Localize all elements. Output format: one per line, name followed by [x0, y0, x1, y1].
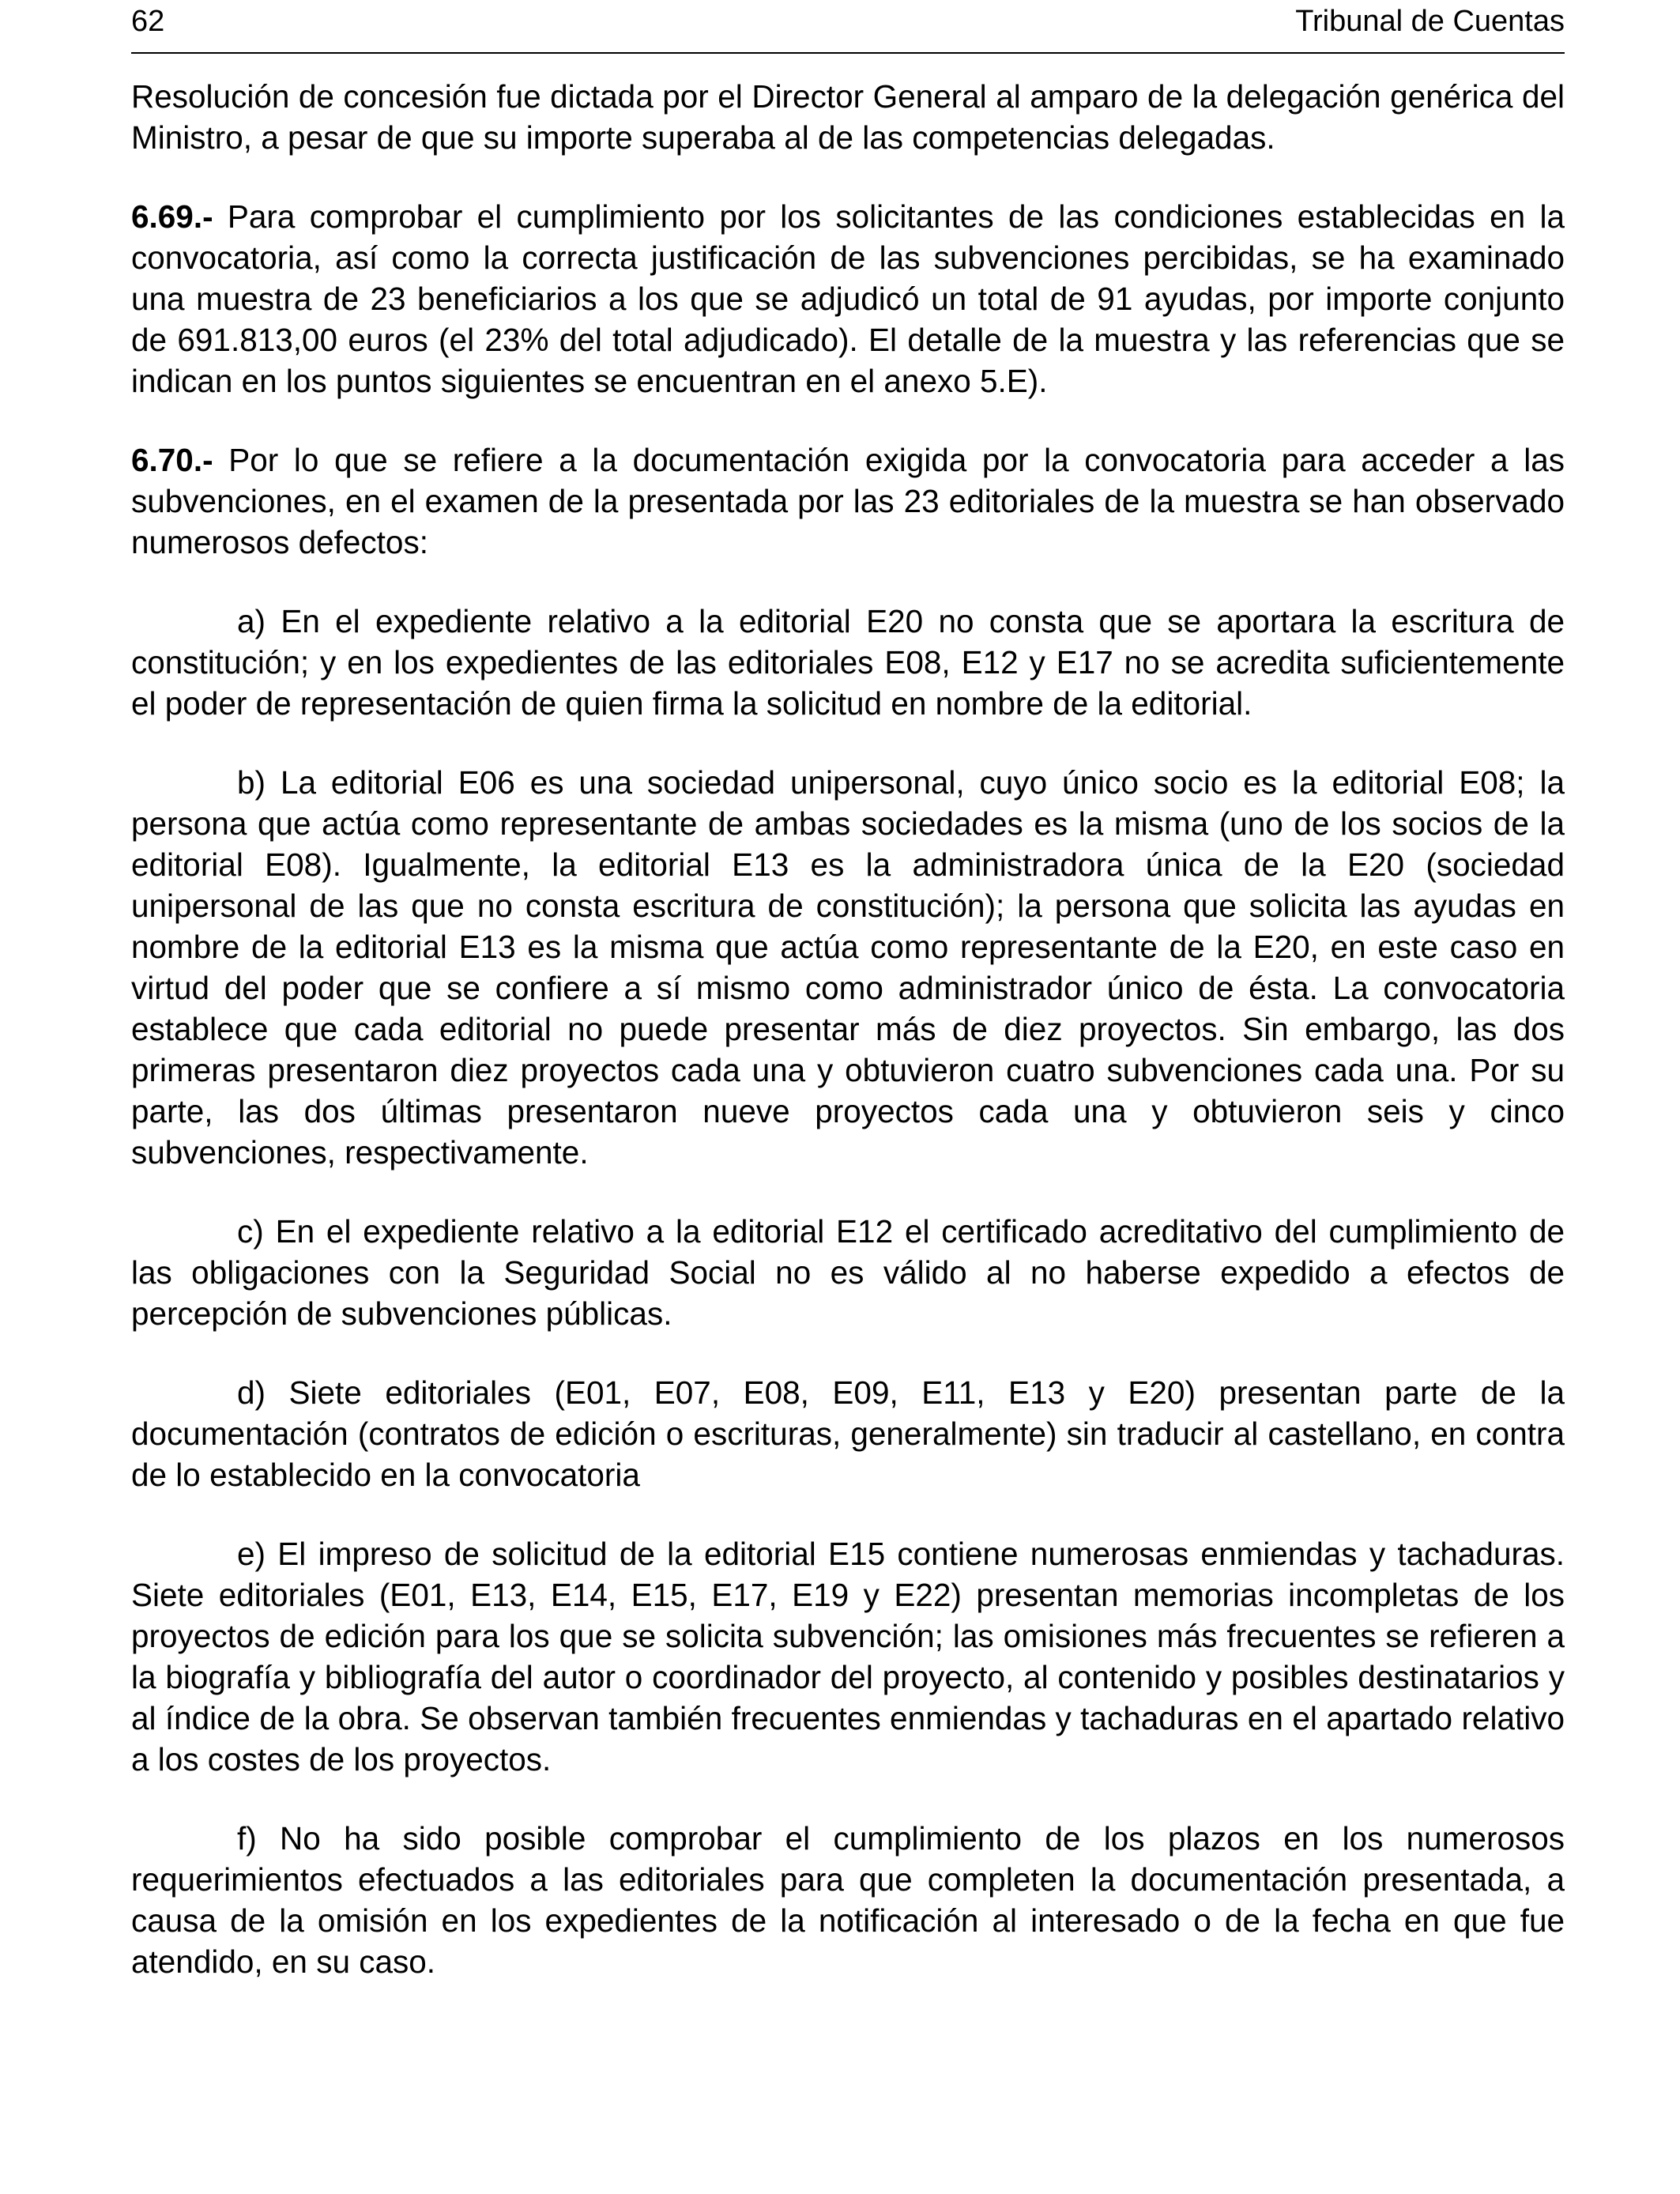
paragraph-text: Para comprobar el cumplimiento por los solicitantes de las condiciones establecidas en la convocatoria, así como la correcta justificación de las subvenciones percibidas, se ha examinado una muestra de 23 beneficiarios a los que se adjudicó un total de 91 ayudas, por importe conjunto de 691.813,00 euros (el 23% del total adjudicado). El detalle de la muestra y las referencias que se indican en los puntos siguientes se encuentran en el anexo 5.E). — [131, 198, 1565, 399]
paragraph-intro: Resolución de concesión fue dictada por el Director General al amparo de la delegación genérica del Ministro, a pesar de que su importe superaba al de las competencias delegadas. — [131, 78, 1565, 156]
list-item-a: a) En el expediente relativo a la editorial E20 no consta que se aportara la escritura de constitución; y en los expedientes de las editoriales E08, E12 y E17 no se acredita suficientemente el poder de representación de quien firma la solicitud en nombre de la editorial. — [131, 603, 1565, 722]
paragraph-6-69 — [131, 196, 1565, 401]
paragraph-number: 6.70.- — [131, 442, 213, 478]
page-header — [131, 0, 1565, 54]
paragraph-text: Por lo que se refiere a la documentación exigida por la convocatoria para acceder a las subvenciones, en el examen de la presentada por las 23 editoriales de la muestra se han observado numerosos defectos: — [131, 442, 1565, 560]
list-item-d: d) Siete editoriales (E01, E07, E08, E09, E11, E13 y E20) presentan parte de la documentación (contratos de edición o escrituras, generalmente) sin traducir al castellano, en contra de lo establecido en la convocatoria — [131, 1374, 1565, 1493]
list-item-e: e) El impreso de solicitud de la editorial E15 contiene numerosas enmiendas y tachaduras. Siete editoriales (E01, E13, E14, E15, E17, E19 y E22) presentan memorias incompletas de los proyectos de edición para los que se solicita subvención; las omisiones más frecuentes se refieren a la biografía y bibliografía del autor o coordinador del proyecto, al contenido y posibles destinatarios y al índice de la obra. Se observan también frecuentes enmiendas y tachaduras en el apartado relativo a los costes de los proyectos. — [131, 1536, 1565, 1777]
running-title: Tribunal de Cuentas — [1295, 5, 1565, 38]
list-item-f: f) No ha sido posible comprobar el cumplimiento de los plazos en los numerosos requerimientos efectuados a las editoriales para que completen la documentación presentada, a causa de la omisión en los expedientes de la notificación al interesado o de la fecha en que fue atendido, en su caso. — [131, 1820, 1565, 1980]
document-body — [131, 76, 1565, 1982]
list-item-b: b) La editorial E06 es una sociedad unipersonal, cuyo único socio es la editorial E08; la persona que actúa como representante de ambas sociedades es la misma (uno de los socios de la editorial E08). Igualmente, la editorial E13 es la administradora única de la E20 (sociedad unipersonal de las que no consta escritura de constitución); la persona que solicita las ayudas en nombre de la editorial E13 es la misma que actúa como representante de la E20, en este caso en virtud del poder que se confiere a sí mismo como administrador único de ésta. La convocatoria establece que cada editorial no puede presentar más de diez proyectos. Sin embargo, las dos primeras presentaron diez proyectos cada una y obtuvieron cuatro subvenciones cada una. Por su parte, las dos últimas presentaron nueve proyectos cada una y obtuvieron seis y cinco subvenciones, respectivamente. — [131, 764, 1565, 1171]
paragraph-number: 6.69.- — [131, 198, 213, 235]
page-number: 62 — [131, 5, 165, 38]
list-item-c: c) En el expediente relativo a la editorial E12 el certificado acreditativo del cumplimiento de las obligaciones con la Seguridad Social no es válido al no haberse expedido a efectos de percepción de subvenciones públicas. — [131, 1213, 1565, 1332]
paragraph-6-70 — [131, 439, 1565, 563]
